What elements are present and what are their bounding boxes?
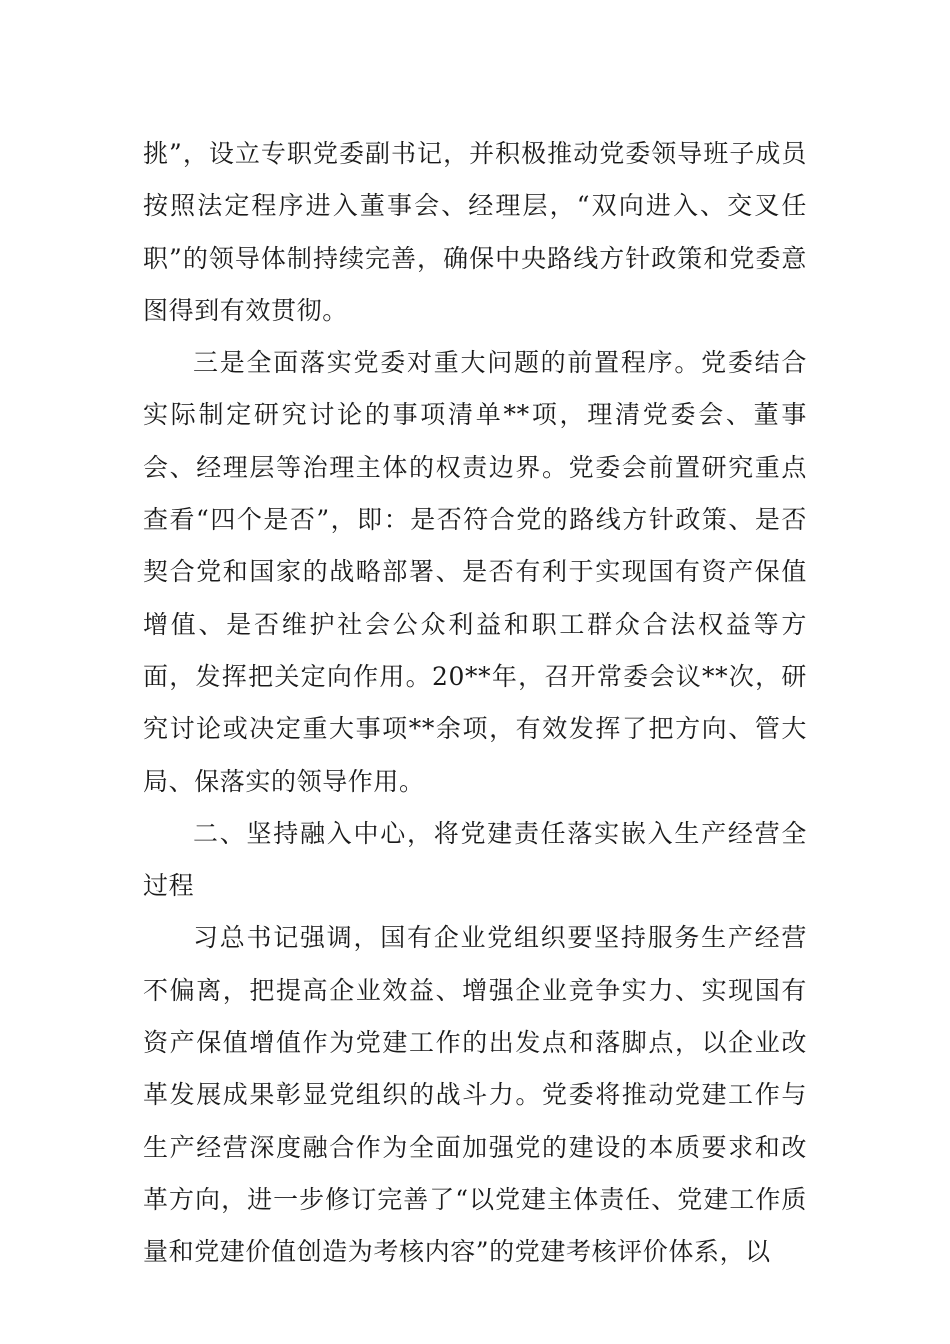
section-heading: 二、坚持融入中心，将党建责任落实嵌入生产经营全过程 [143,818,807,901]
document-body [143,128,807,1279]
paragraph-preposition-procedure: 三是全面落实党委对重大问题的前置程序。党委结合实际制定研究讨论的事项清单**项，理清党委会、董事会、经理层等治理主体的权责边界。党委会前置研究重点查看“四个是否”，即：是否符合党的路线方针政策、是否契合党和国家的战略部署、是否有利于实现国有资产保值增值、是否维护社会公众利益和职工群众合法权益等方面，发挥把关定向作用。20**年，召开常委会议**次，研究讨论或决定重大事项**余项，有效发挥了把方向、管大局、保落实的领导作用。 [143,348,807,796]
paragraph-integration: 习总书记强调，国有企业党组织要坚持服务生产经营不偏离，把提高企业效益、增强企业竞争实力、实现国有资产保值增值作为党建工作的出发点和落脚点，以企业改革发展成果彰显党组织的战斗力。党委将推动党建工作与生产经营深度融合作为全面加强党的建设的本质要求和改革方向，进一步修订完善了“以党建主体责任、党建工作质量和党建价值创造为考核内容”的党建考核评价体系，以 [143,923,807,1267]
paragraph-continued: 挑”，设立专职党委副书记，并积极推动党委领导班子成员按照法定程序进入董事会、经理层，“双向进入、交叉任职”的领导体制持续完善，确保中央路线方针政策和党委意图得到有效贯彻。 [143,139,807,325]
